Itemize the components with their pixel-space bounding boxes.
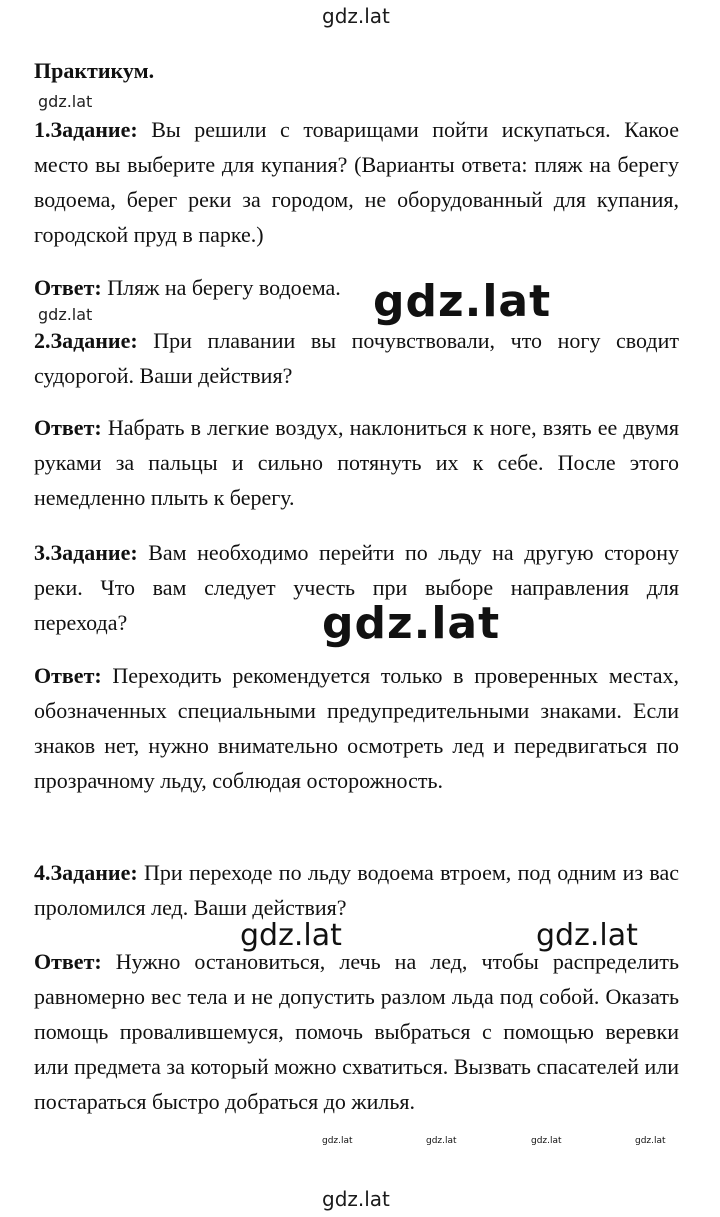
watermark-top: gdz.lat — [322, 4, 390, 28]
watermark-tiny-2: gdz.lat — [426, 1136, 457, 1146]
task-3-text: Вам необходимо перейти по льду на другую сторону реки. Что вам следует учесть при выборе направления для перехода? — [34, 540, 679, 635]
answer-2-text: Набрать в легкие воздух, наклониться к ноге, взять ее двумя руками за пальцы и сильно потянуть их к себе. После этого немедленно плыть к берегу. — [34, 415, 679, 510]
task-2-label: 2.Задание: — [34, 328, 138, 353]
task-1-text: Вы решили с товарищами пойти искупаться. Какое место вы выберите для купания? (Варианты ответа: пляж на берегу водоема, берег реки за городом, не оборудованный для купания, городской пруд в парке.) — [34, 117, 679, 247]
watermark-mid-1: gdz.lat — [240, 918, 342, 953]
answer-2-label: Ответ: — [34, 415, 102, 440]
watermark-small-2: gdz.lat — [38, 305, 93, 324]
answer-4-label: Ответ: — [34, 949, 102, 974]
answer-1-label: Ответ: — [34, 275, 102, 300]
task-2-text: При плавании вы почувствовали, что ногу сводит судорогой. Ваши действия? — [34, 328, 679, 388]
watermark-bottom: gdz.lat — [322, 1187, 390, 1211]
task-4-text: При переходе по льду водоема втроем, под одним из вас проломился лед. Ваши действия? — [34, 860, 679, 920]
answer-3-label: Ответ: — [34, 663, 102, 688]
task-1-question — [34, 112, 679, 252]
answer-3 — [34, 658, 679, 798]
watermark-tiny-1: gdz.lat — [322, 1136, 353, 1146]
task-3-label: 3.Задание: — [34, 540, 138, 565]
answer-1 — [34, 270, 679, 305]
watermark-mid-2: gdz.lat — [536, 918, 638, 953]
watermark-tiny-3: gdz.lat — [531, 1136, 562, 1146]
answer-4 — [34, 944, 679, 1119]
answer-1-text: Пляж на берегу водоема. — [101, 275, 341, 300]
section-heading: Практикум. — [34, 58, 155, 83]
watermark-big-1: gdz.lat — [373, 276, 552, 327]
answer-3-text: Переходить рекомендуется только в проверенных местах, обозначенных специальными предупредительными знаками. Если знаков нет, нужно внимательно осмотреть лед и передвигаться по прозрачному льду, соблюдая осторожность. — [34, 663, 679, 793]
task-4-question — [34, 855, 679, 925]
answer-4-text: Нужно остановиться, лечь на лед, чтобы распределить равномерно вес тела и не допустить разлом льда под собой. Оказать помощь провалившемуся, помочь выбраться с помощью веревки или предмета за который можно схватиться. Вызвать спасателей или постараться быстро добраться до жилья. — [34, 949, 679, 1114]
task-1-label: 1.Задание: — [34, 117, 138, 142]
task-4-label: 4.Задание: — [34, 860, 138, 885]
watermark-small-1: gdz.lat — [38, 92, 93, 111]
watermark-tiny-4: gdz.lat — [635, 1136, 666, 1146]
answer-2 — [34, 410, 679, 515]
task-2-question — [34, 323, 679, 393]
watermark-big-2: gdz.lat — [322, 598, 501, 649]
